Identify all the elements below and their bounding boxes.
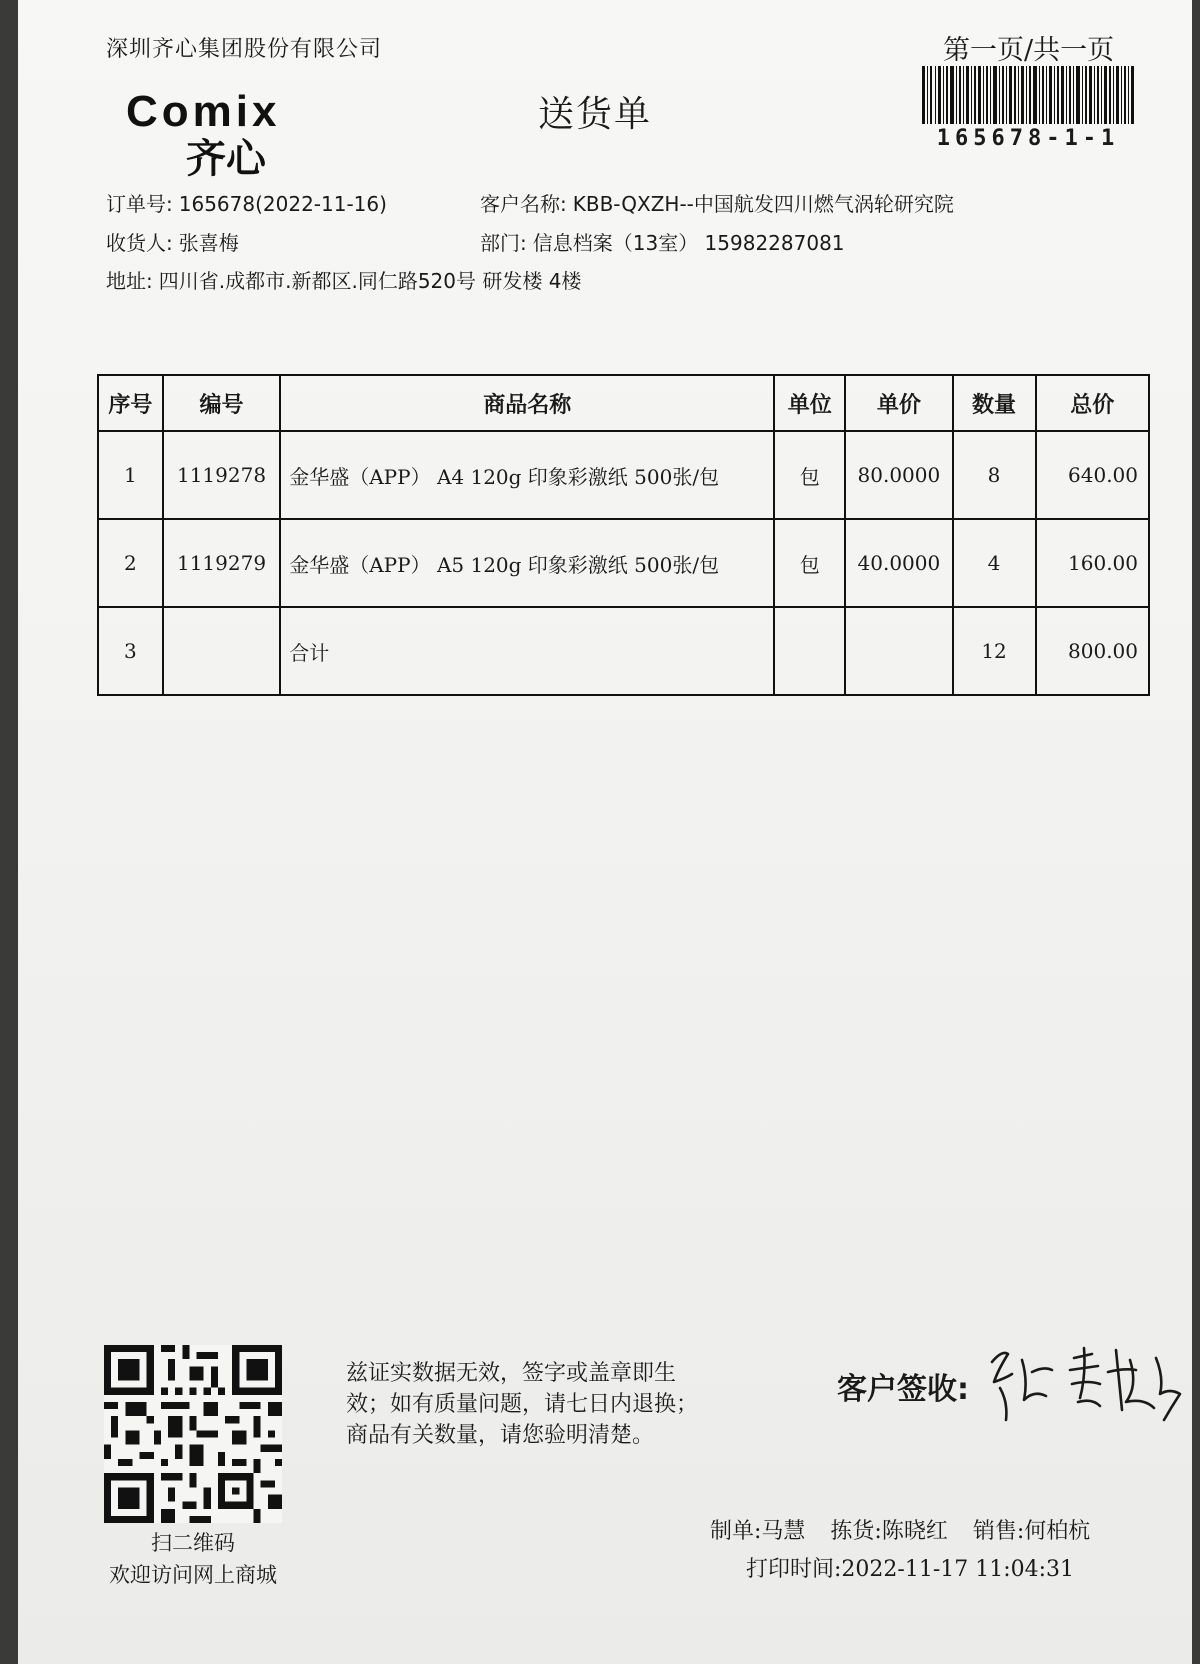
department-value: 信息档案（13室） 15982287081 [532, 231, 845, 255]
col-header-total: 总价 [1036, 375, 1149, 431]
comix-logo [126, 86, 356, 182]
barcode [922, 66, 1134, 124]
company-name: 深圳齐心集团股份有限公司 [106, 37, 383, 62]
col-header-seq: 序号 [98, 375, 163, 431]
handwritten-signature [988, 1320, 1188, 1440]
table-header-row [98, 375, 1149, 431]
sales-name: 销售:何柏杭 [972, 1519, 1091, 1544]
cell-total: 160.00 [1036, 519, 1149, 607]
qr-caption-line-2: 欢迎访问网上商城 [109, 1563, 277, 1587]
notice-line-1: 兹证实数据无效，签字或盖章即生 [346, 1361, 677, 1386]
delivery-note-page [18, 0, 1192, 1664]
qr-caption [78, 1527, 308, 1591]
customer-label: 客户名称: [480, 192, 567, 216]
notice-text [346, 1358, 756, 1451]
address-label: 地址: [106, 269, 153, 293]
cell-price: 80.0000 [845, 431, 952, 519]
notice-line-2: 效；如有质量问题，请七日内退换； [346, 1392, 699, 1417]
order-number-field [106, 188, 387, 217]
cell-unit: 包 [774, 519, 845, 607]
customer-field [480, 188, 954, 217]
department-label: 部门: [480, 231, 527, 255]
department-field [480, 227, 845, 256]
logo-text: Comix [126, 87, 281, 136]
receiver-label: 收货人: [106, 231, 173, 255]
col-header-name: 商品名称 [280, 375, 774, 431]
address-field [106, 265, 581, 294]
cell-price [845, 607, 952, 695]
cell-name: 合计 [280, 607, 774, 695]
document-title: 送货单 [538, 94, 653, 135]
cell-qty: 4 [953, 519, 1036, 607]
cell-unit [774, 607, 845, 695]
address-value: 四川省.成都市.新都区.同仁路520号 研发楼 4楼 [158, 269, 582, 293]
receiver-value: 张喜梅 [178, 231, 239, 255]
table-row [98, 431, 1149, 519]
col-header-unit: 单位 [774, 375, 845, 431]
cell-code: 1119278 [163, 431, 280, 519]
table-row [98, 519, 1149, 607]
qr-caption-line-1: 扫二维码 [151, 1531, 235, 1555]
order-number-label: 订单号: [106, 192, 173, 216]
table-row-total [98, 607, 1149, 695]
cell-seq: 2 [98, 519, 163, 607]
qr-code [104, 1345, 282, 1523]
cell-seq: 1 [98, 431, 163, 519]
picker-name: 拣货:陈晓红 [830, 1519, 948, 1544]
customer-value: KBB-QXZH--中国航发四川燃气涡轮研究院 [572, 192, 954, 216]
cell-name: 金华盛（APP） A4 120g 印象彩激纸 500张/包 [280, 431, 774, 519]
cell-qty: 12 [953, 607, 1036, 695]
cell-unit: 包 [774, 431, 845, 519]
col-header-price: 单价 [845, 375, 952, 431]
cell-name: 金华盛（APP） A5 120g 印象彩激纸 500张/包 [280, 519, 774, 607]
col-header-code: 编号 [163, 375, 280, 431]
barcode-number: 165678-1-1 [936, 126, 1120, 151]
staff-line [710, 1514, 1104, 1545]
cell-total: 800.00 [1036, 607, 1149, 695]
cell-price: 40.0000 [845, 519, 952, 607]
print-time: 打印时间:2022-11-17 11:04:31 [746, 1557, 1075, 1582]
customer-signature-label: 客户签收: [837, 1372, 969, 1407]
col-header-qty: 数量 [953, 375, 1036, 431]
notice-line-3: 商品有关数量，请您验明清楚。 [346, 1423, 655, 1448]
cell-seq: 3 [98, 607, 163, 695]
logo-chinese: 齐心 [186, 136, 266, 182]
receiver-field [106, 227, 239, 256]
cell-qty: 8 [953, 431, 1036, 519]
cell-code: 1119279 [163, 519, 280, 607]
maker-name: 制单:马慧 [710, 1519, 806, 1544]
page-indicator: 第一页/共一页 [943, 35, 1115, 66]
cell-code [163, 607, 280, 695]
items-table [97, 374, 1150, 696]
order-number-value: 165678(2022-11-16) [178, 192, 387, 216]
cell-total: 640.00 [1036, 431, 1149, 519]
